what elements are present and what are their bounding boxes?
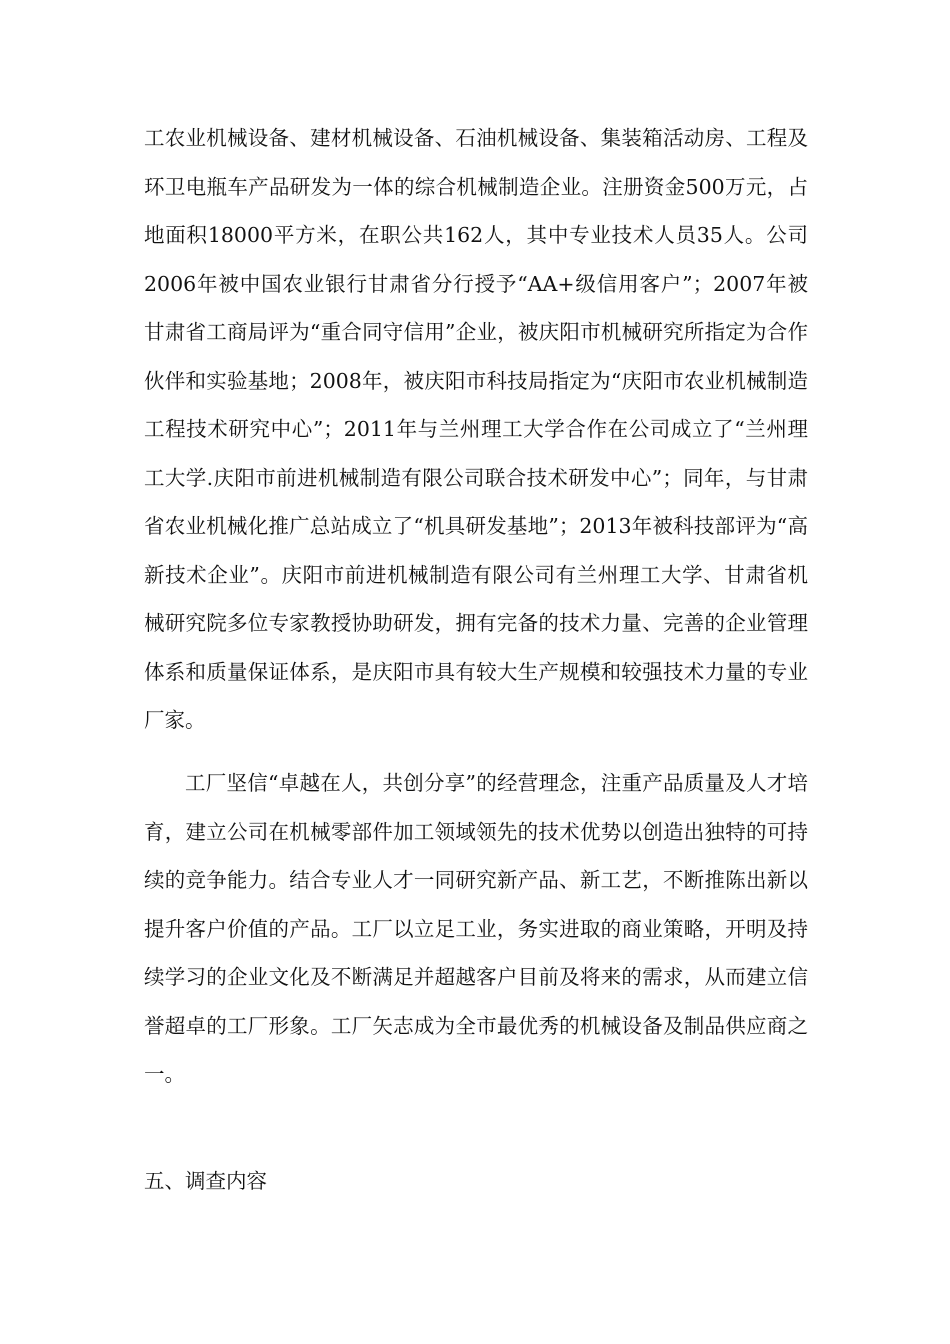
body-paragraph-business-philosophy: 工厂坚信“卓越在人，共创分享”的经营理念，注重产品质量及人才培育，建立公司在机械零部件加工领域领先的技术优势以创造出独特的可持续的竞争能力。结合专业人才一同研究新产品、新工艺，不断推陈出新以提升客户价值的产品。工厂以立足工业，务实进取的商业策略，开明及持续学习的企业文化及不断满足并超越客户目前及将来的需求，从而建立信誉超卓的工厂形象。工厂矢志成为全市最优秀的机械设备及制品供应商之一。 (144, 771, 808, 1086)
section-heading: 五、调查内容 (144, 1169, 267, 1193)
body-paragraph-company-profile: 工农业机械设备、建材机械设备、石油机械设备、集装箱活动房、工程及环卫电瓶车产品研发为一体的综合机械制造企业。注册资金500万元，占地面积18000平方米，在职公共162人，其中专业技术人员35人。公司2006年被中国农业银行甘肃省分行授予“AA+级信用客户”；2007年被甘肃省工商局评为“重合同守信用”企业，被庆阳市机械研究所指定为合作伙伴和实验基地；2008年，被庆阳市科技局指定为“庆阳市农业机械制造工程技术研究中心”；2011年与兰州理工大学合作在公司成立了“兰州理工大学.庆阳市前进机械制造有限公司联合技术研发中心”；同年，与甘肃省农业机械化推广总站成立了“机具研发基地”；2013年被科技部评为“高新技术企业”。庆阳市前进机械制造有限公司有兰州理工大学、甘肃省机械研究院多位专家教授协助研发，拥有完备的技术力量、完善的企业管理体系和质量保证体系，是庆阳市具有较大生产规模和较强技术力量的专业厂家。 (144, 126, 808, 732)
